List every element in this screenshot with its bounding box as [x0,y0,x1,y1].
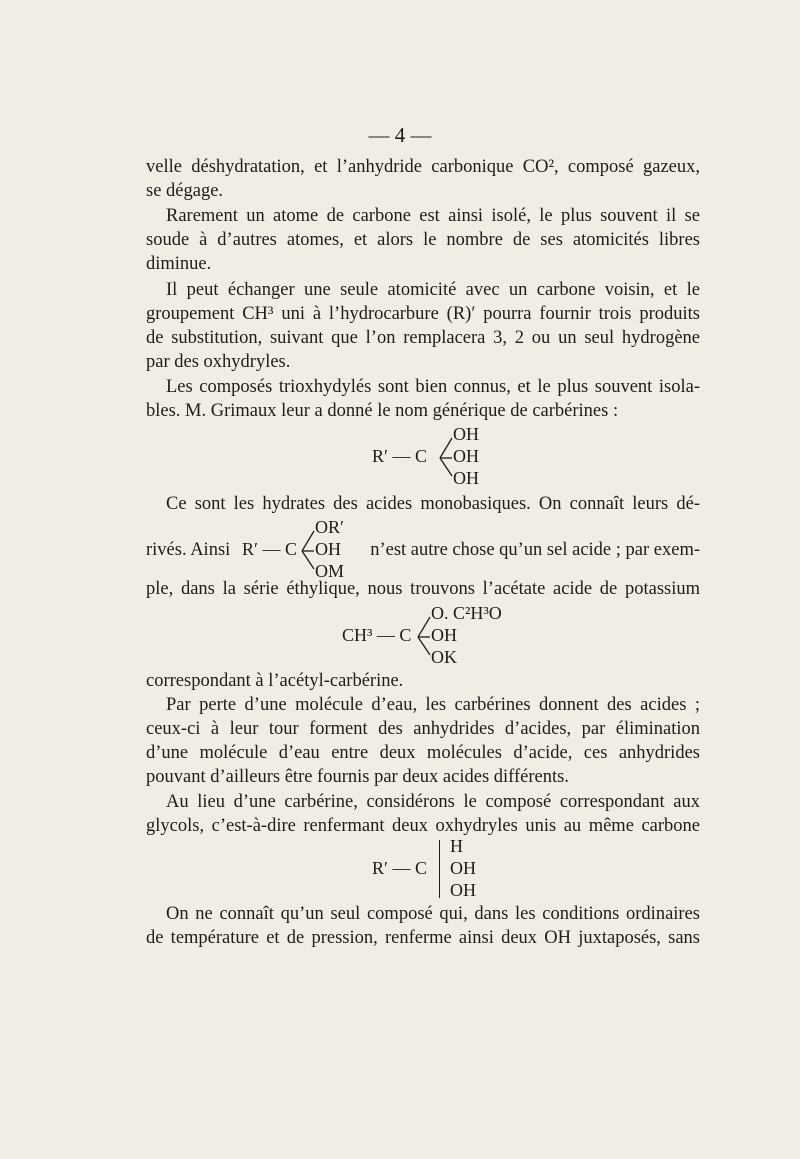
text-line: Au lieu d’une carbérine, considérons le composé correspondant aux [166,792,700,812]
text-line: correspondant à l’acétyl-carbérine. [146,671,404,691]
text-line: de substitution, suivant que l’on remplacera 3, 2 ou un seul hydrogène [146,328,700,348]
text-line: Ce sont les hydrates des acides monobasiques. On connaît leurs dé- [166,494,700,514]
text-line: rivés. Ainsi [146,540,231,560]
formula-bonds [432,428,454,486]
text-line: diminue. [146,254,212,274]
formula-group: OM [315,561,345,581]
formula-brace [439,840,444,898]
formula-glycol [372,836,492,902]
formula-group: OH [431,625,457,645]
formula-group: OR′ [315,517,344,537]
text-line: glycols, c’est-à-dire renfermant deux oxhydryles unis au même carbone [146,816,700,836]
formula-bonds [410,607,432,665]
text-line: se dégage. [146,181,224,201]
text-line: soude à d’autres atomes, et alors le nombre de ses atomicités libres [146,230,700,250]
formula-carberine [372,424,492,490]
formula-left: R′ — C [372,858,427,878]
text-line: par des oxhydryles. [146,352,291,372]
text-line: ple, dans la série éthylique, nous trouvons l’acétate acide de potassium [146,579,700,599]
text-line: bles. M. Grimaux leur a donné le nom générique de carbérines : [146,401,619,421]
formula-group: O. C²H³O [431,603,502,623]
formula-left: R′ — C [372,446,427,466]
formula-group: OH [450,858,476,878]
text-line: de température et de pression, renferme ainsi deux OH juxtaposés, sans [146,928,700,948]
text-line: Par perte d’une molécule d’eau, les carbérines donnent des acides ; [166,695,700,715]
formula-group: H [450,836,463,856]
formula-group: OH [453,446,479,466]
formula-group: OH [450,880,476,900]
text-line: n’est autre chose qu’un sel acide ; par exem- [370,540,700,560]
formula-sel-acide [242,517,345,583]
text-line: Rarement un atome de carbone est ainsi isolé, le plus souvent il se [166,206,700,226]
formula-bonds [294,521,316,579]
text-line: d’une molécule d’eau entre deux molécules d’acide, ces anhydrides [146,743,700,763]
text-line: Les composés trioxhydylés sont bien connus, et le plus souvent isola- [166,377,700,397]
formula-group: OH [453,468,479,488]
text-line: On ne connaît qu’un seul composé qui, dans les conditions ordinaires [166,904,700,924]
formula-left: CH³ — C [342,625,412,645]
text-line: ceux-ci à leur tour forment des anhydrides d’acides, par élimination [146,719,700,739]
formula-acetate [342,603,522,669]
text-line: Il peut échanger une seule atomicité avec un carbone voisin, et le [166,280,700,300]
text-line: velle déshydratation, et l’anhydride carbonique CO², composé gazeux, [146,157,700,177]
page-number: — 4 — [368,123,432,147]
text-line: pouvant d’ailleurs être fournis par deux acides différents. [146,767,569,787]
formula-group: OH [453,424,479,444]
formula-group: OH [315,539,341,559]
text-line: groupement CH³ uni à l’hydrocarbure (R)′ pourra fournir trois produits [146,304,700,324]
formula-group: OK [431,647,457,667]
formula-left: R′ — C [242,539,297,559]
